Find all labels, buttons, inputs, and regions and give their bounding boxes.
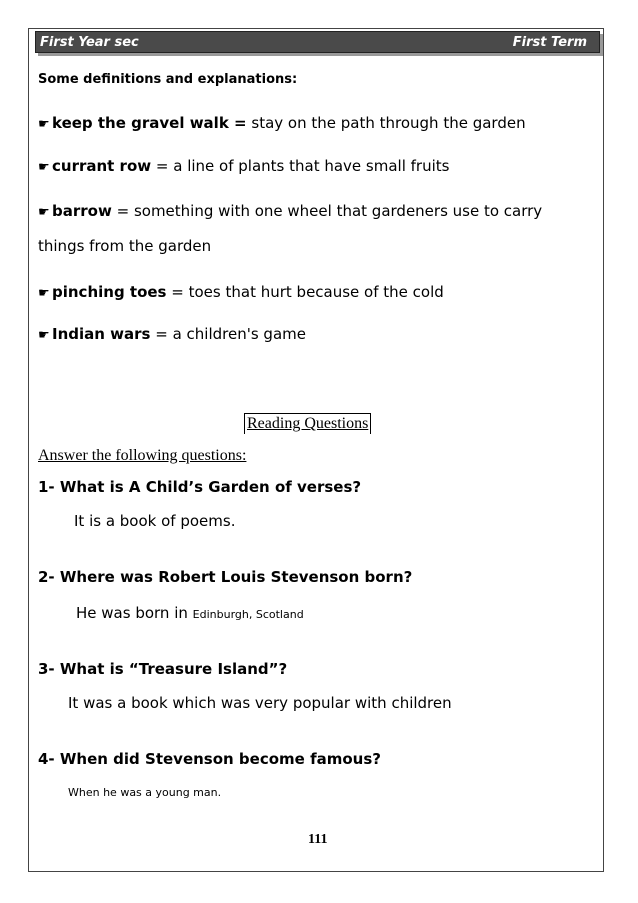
answer-text: He was born in [76, 604, 188, 622]
header-left: First Year sec [40, 35, 139, 50]
pointing-hand-icon: ☛ [38, 286, 50, 301]
definition-item [38, 325, 306, 343]
pointing-hand-icon: ☛ [38, 160, 50, 175]
definition-continuation: things from the garden [38, 237, 212, 255]
answer [76, 604, 304, 622]
definition-meaning: stay on the path through the garden [251, 114, 526, 132]
definition-term: barrow [52, 202, 112, 220]
definition-meaning: = a children's game [155, 325, 306, 343]
definition-meaning: = a line of plants that have small fruits [155, 157, 450, 175]
question: 2- Where was Robert Louis Stevenson born? [38, 568, 413, 586]
definition-meaning: = something with one wheel that gardeners use to carry [116, 202, 543, 220]
header-right: First Term [512, 35, 587, 50]
definitions-subtitle: Some definitions and explanations: [38, 72, 298, 87]
definition-item [38, 283, 444, 301]
page-number: 111 [308, 832, 328, 847]
definition-term: Indian wars [52, 325, 151, 343]
definition-term: keep the gravel walk = [52, 114, 247, 132]
definition-item [38, 157, 449, 175]
definition-item [38, 114, 526, 132]
question: 1- What is A Child’s Garden of verses? [38, 478, 362, 496]
pointing-hand-icon: ☛ [38, 328, 50, 343]
definition-meaning: = toes that hurt because of the cold [171, 283, 444, 301]
question: 4- When did Stevenson become famous? [38, 750, 381, 768]
section-title: Reading Questions [244, 413, 371, 434]
definition-term: pinching toes [52, 283, 167, 301]
definition-item [38, 202, 542, 220]
header-bar [35, 31, 600, 53]
pointing-hand-icon: ☛ [38, 117, 50, 132]
answer-small-text: Edinburgh, Scotland [192, 608, 304, 621]
question: 3- What is “Treasure Island”? [38, 660, 288, 678]
pointing-hand-icon: ☛ [38, 205, 50, 220]
definition-term: currant row [52, 157, 152, 175]
answer: When he was a young man. [68, 786, 222, 799]
instructions: Answer the following questions: [38, 447, 247, 464]
answer: It was a book which was very popular with children [68, 694, 452, 712]
answer: It is a book of poems. [74, 512, 236, 530]
